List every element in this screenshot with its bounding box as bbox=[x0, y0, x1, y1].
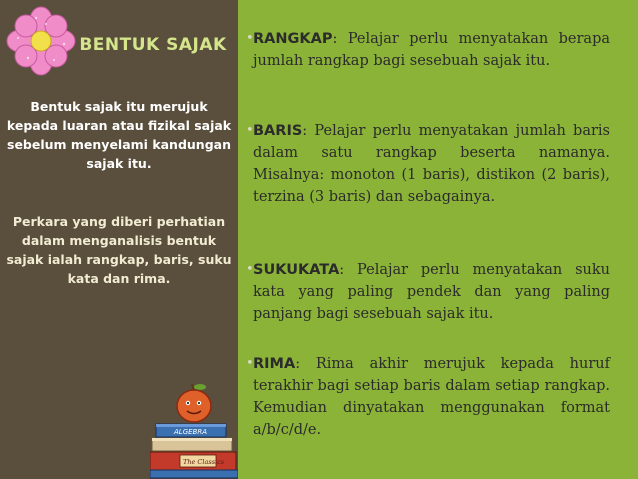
bullet-dot: • bbox=[246, 262, 254, 277]
bullet-sukukata bbox=[246, 259, 610, 325]
sidebar-paragraph-definition: Bentuk sajak itu merujuk kepada luaran atau fizikal sajak sebelum menyelami kandungan sajak itu. bbox=[6, 99, 232, 171]
sidebar-paragraph-focus: Perkara yang diberi perhatian dalam menganalisis bentuk sajak ialah rangkap, baris, suku kata dan rima. bbox=[6, 214, 232, 286]
bullet-term: BARIS bbox=[253, 123, 303, 139]
sidebar-title: BENTUK SAJAK bbox=[79, 35, 227, 55]
bullet-text: : Pelajar perlu menyatakan jumlah baris dalam satu rangkap beserta namanya. Misalnya: monoton (1 baris), distikon (2 baris), terzina (3 baris) dan sebagainya. bbox=[253, 123, 610, 205]
bullet-text: : Pelajar perlu menyatakan suku kata yang paling pendek dan yang paling panjang bagi sesebuah sajak itu. bbox=[253, 262, 610, 322]
bullet-dot: • bbox=[246, 123, 254, 138]
bullet-dot: • bbox=[246, 31, 254, 46]
bullet-term: SUKUKATA bbox=[253, 262, 340, 278]
bullet-text: : Pelajar perlu menyatakan berapa jumlah rangkap bagi sesebuah sajak itu. bbox=[253, 31, 610, 69]
bullet-rima bbox=[246, 353, 610, 441]
books-apple-icon bbox=[150, 378, 238, 479]
pink-flower-icon bbox=[6, 6, 76, 76]
bullet-rangkap bbox=[246, 28, 610, 72]
apple-icon bbox=[177, 384, 211, 422]
bullet-dot: • bbox=[246, 356, 254, 371]
bullet-baris bbox=[246, 120, 610, 208]
bullet-text: : Rima akhir merujuk kepada huruf terakhir bagi setiap baris dalam setiap rangkap. Kemudian dinyatakan menggunakan format a/b/c/d/e. bbox=[253, 356, 610, 438]
bullet-term: RANGKAP bbox=[253, 31, 333, 47]
bullet-term: RIMA bbox=[253, 356, 296, 372]
svg-text:ALGEBRA: ALGEBRA bbox=[174, 428, 207, 436]
svg-text:The Classics: The Classics bbox=[183, 458, 225, 466]
